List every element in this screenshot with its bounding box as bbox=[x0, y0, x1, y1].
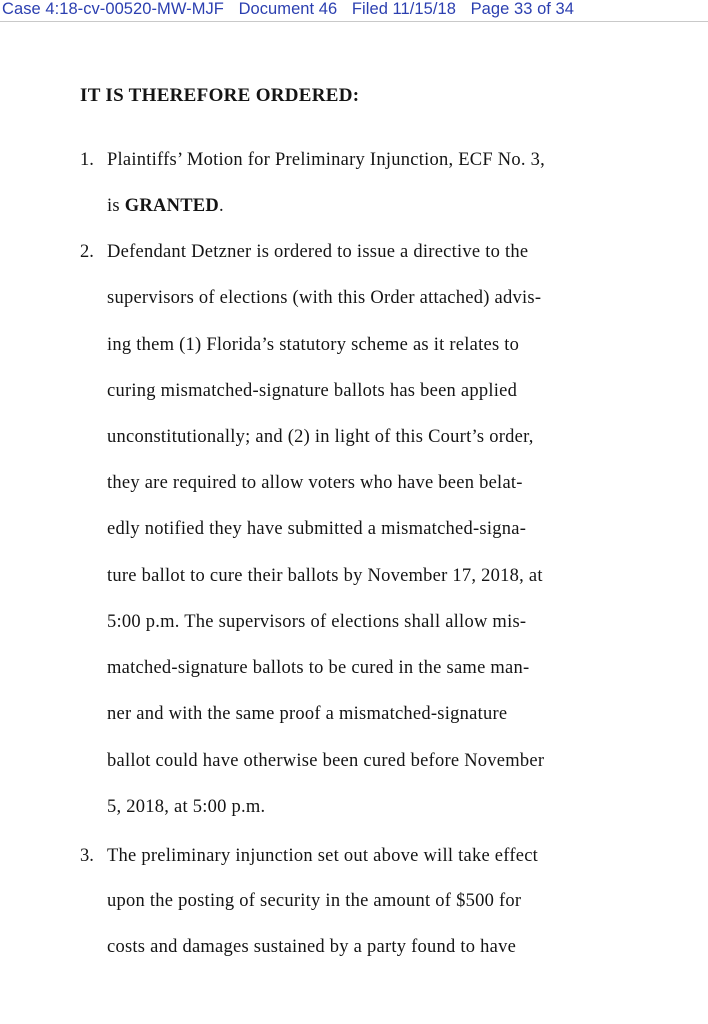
item-2-line: unconstitutionally; and (2) in light of this Court’s order, bbox=[107, 427, 534, 447]
filed-date: Filed 11/15/18 bbox=[351, 0, 456, 18]
case-number: Case 4:18-cv-00520-MW-MJF bbox=[2, 0, 224, 18]
item-2-line: ner and with the same proof a mismatched-signature bbox=[107, 704, 508, 724]
item-2-line: curing mismatched-signature ballots has been applied bbox=[107, 381, 518, 401]
item-1-number: 1. bbox=[80, 150, 94, 170]
item-1-line bbox=[107, 196, 224, 217]
item-2-number: 2. bbox=[80, 242, 94, 262]
item-2-line: ture ballot to cure their ballots by November 17, 2018, at bbox=[107, 566, 543, 586]
item-2-line: matched-signature ballots to be cured in the same man- bbox=[107, 658, 530, 678]
item-1-punct: . bbox=[218, 196, 224, 216]
item-1-line: Plaintiffs’ Motion for Preliminary Injunction, ECF No. 3, bbox=[107, 150, 546, 170]
item-2-line: ing them (1) Florida’s statutory scheme as it relates to bbox=[107, 335, 520, 355]
header-divider bbox=[0, 21, 708, 22]
item-2-line: Defendant Detzner is ordered to issue a directive to the bbox=[107, 242, 529, 262]
order-heading: IT IS THEREFORE ORDERED: bbox=[80, 85, 360, 106]
item-3-line: upon the posting of security in the amount of $500 for bbox=[107, 891, 522, 911]
page-number: Page 33 of 34 bbox=[470, 0, 575, 18]
item-2-line: 5, 2018, at 5:00 p.m. bbox=[107, 797, 266, 817]
item-2-line: 5:00 p.m. The supervisors of elections shall allow mis- bbox=[107, 612, 527, 632]
item-1-text: is bbox=[107, 196, 125, 216]
document-number: Document 46 bbox=[238, 0, 338, 18]
item-3-line: costs and damages sustained by a party found to have bbox=[107, 937, 517, 957]
item-2-line: ballot could have otherwise been cured before November bbox=[107, 751, 545, 771]
item-3-number: 3. bbox=[80, 846, 94, 866]
item-2-line: supervisors of elections (with this Order attached) advis- bbox=[107, 288, 542, 308]
granted-text: GRANTED bbox=[124, 196, 219, 216]
item-2-line: they are required to allow voters who have been belat- bbox=[107, 473, 523, 493]
item-2-line: edly notified they have submitted a mismatched-signa- bbox=[107, 519, 527, 539]
item-3-line: The preliminary injunction set out above will take effect bbox=[107, 846, 539, 866]
case-header bbox=[2, 0, 584, 22]
